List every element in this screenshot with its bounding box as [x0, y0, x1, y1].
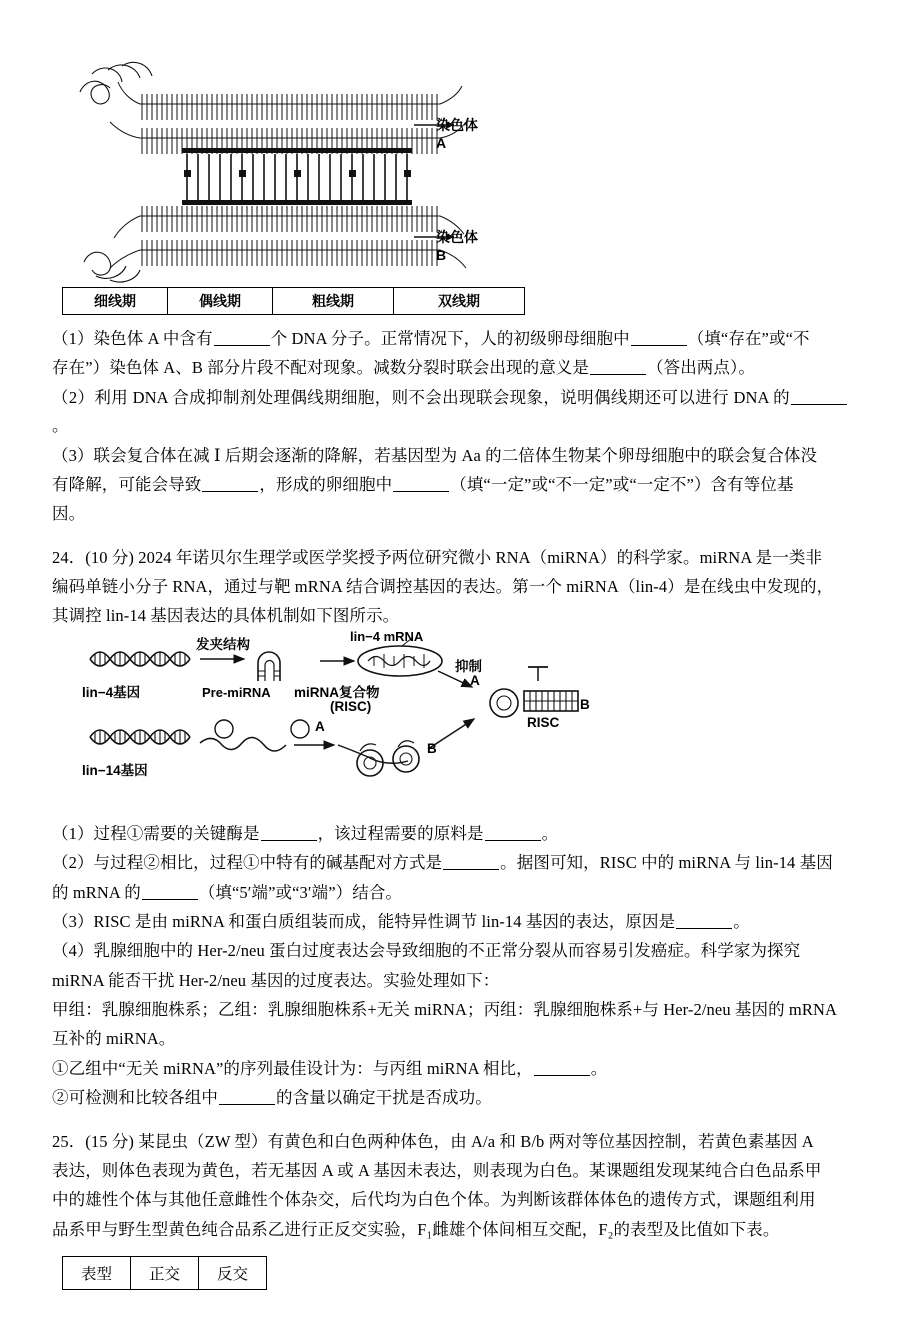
- label-chromosome-a: 染色体A: [436, 117, 478, 151]
- table-row: [63, 1257, 267, 1290]
- answer-blank[interactable]: [590, 374, 646, 375]
- q24-part1: [52, 820, 848, 848]
- q23-p1-c: （填“存在”或“不: [687, 329, 810, 348]
- q25-line1: 25．(15 分) 某昆虫（ZW 型）有黄色和白色两种体色，由 A/a 和 B/b 两对等位基因控制，若黄色素基因 A: [52, 1131, 814, 1151]
- q24-p4s2-b: 的含量以确定干扰是否成功。: [276, 1088, 492, 1108]
- answer-blank[interactable]: [393, 491, 449, 492]
- q23-p3-a: （3）联会复合体在减 Ⅰ 后期会逐渐的降解，若基因型为 Aa 的二倍体生物某个卵母细胞中的联会复合体没: [52, 445, 818, 465]
- answer-blank[interactable]: [631, 345, 687, 346]
- translation-step: [291, 720, 334, 745]
- polysome: [338, 741, 419, 776]
- q24-part4-sub2: [52, 1084, 848, 1112]
- q23-part3: [52, 442, 848, 470]
- q23-part2: [52, 384, 848, 441]
- q24-p3-a: （3）RISC 是由 miRNA 和蛋白质组装而成，能特异性调节 lin-14 基因的表达，原因是: [52, 911, 676, 931]
- label-hairpin-structure: 发夹结构: [196, 636, 250, 652]
- q23-part1-cont: [52, 354, 848, 382]
- transcription-step: [200, 720, 286, 751]
- q24-p3-b: 。: [733, 911, 750, 931]
- q23-p2-a: （2）利用 DNA 合成抑制剂处理偶线期细胞，则不会出现联会现象，说明偶线期还可以进行 DNA 的: [52, 387, 790, 407]
- stage-cell-0: 细线期: [63, 288, 168, 315]
- inhibit-arrow: [528, 667, 548, 681]
- q23-p1-e: （答出两点）。: [647, 358, 755, 378]
- table-row: [63, 288, 525, 315]
- q24-part4-line1: （4）乳腺细胞中的 Her-2/neu 蛋白过度表达会导致细胞的不正常分裂从而容易引发癌症。科学家为探究: [52, 941, 801, 961]
- q24-p4s1-b: 。: [590, 1058, 608, 1078]
- q24-part4-line3: 甲组：乳腺细胞株系；乙组：乳腺细胞株系+无关 miRNA；丙组：乳腺细胞株系+与 Her-2/neu 基因的 mRNA: [52, 1000, 837, 1019]
- meiosis-stage-table: [62, 287, 525, 315]
- q24-part4-line2: miRNA 能否干扰 Her-2/neu 基因的过度表达。实验处理如下：: [52, 970, 500, 990]
- table-header-phenotype: 表型: [63, 1257, 131, 1290]
- answer-blank[interactable]: [202, 491, 258, 492]
- label-inhibit: 抑制: [455, 658, 482, 674]
- q24-p1-b: ，该过程需要的原料是: [317, 823, 484, 843]
- q25-line3: 中的雄性个体与其他任意雌性个体杂交，后代均为白色个体。为判断该群体体色的遗传方式，课题组利用: [52, 1190, 816, 1210]
- q24-stem-line2: 编码单链小分子 RNA，通过与靶 mRNA 结合调控基因的表达。第一个 miRNA（lin-4）是在线虫中发现的，: [52, 577, 834, 596]
- gene-lin4-helix: [90, 651, 190, 666]
- pre-mirna-hairpin: [258, 652, 280, 681]
- q24-part2-cont: [52, 879, 848, 907]
- q24-p1-c: 。: [541, 823, 559, 843]
- q24-p4s1-a: ①乙组中“无关 miRNA”的序列最佳设计为：与丙组 miRNA 相比，: [52, 1058, 533, 1078]
- q25-line4: 品系甲与野生型黄色纯合品系乙进行正反交实验，F₁雌雄个体间相互交配，F₂的表型及比值如下表。: [52, 1219, 780, 1239]
- q24-p1-a: （1）过程①需要的关键酶是: [52, 823, 260, 843]
- answer-blank[interactable]: [142, 899, 198, 900]
- stage-cell-2: 粗线期: [273, 288, 394, 315]
- answer-blank[interactable]: [214, 345, 270, 346]
- label-pre-mirna: Pre-miRNA: [202, 684, 271, 700]
- q23-p3-e: 因。: [52, 504, 86, 524]
- answer-blank[interactable]: [791, 404, 847, 405]
- risc-complex-oval: [358, 646, 442, 676]
- label-mirna-complex: miRNA复合物: [294, 684, 380, 700]
- answer-blank[interactable]: [534, 1075, 590, 1076]
- phenotype-ratio-table: [62, 1256, 267, 1290]
- q23-p1-b: 个 DNA 分子。正常情况下，人的初级卵母细胞中: [270, 329, 630, 348]
- figure-mirna-mechanism: [72, 628, 632, 812]
- q24-p2-d: （填“5′端”或“3′端”）结合。: [198, 882, 403, 902]
- answer-blank[interactable]: [443, 869, 499, 870]
- q23-p1-a: （1）染色体 A 中含有: [52, 329, 213, 348]
- label-a-polysome: A: [315, 718, 325, 734]
- label-risc: RISC: [527, 714, 560, 730]
- q25-line2: 表达，则体色表现为黄色，若无基因 A 或 A 基因未表达，则表现为白色。某课题组发现某纯合白色品系甲: [52, 1160, 822, 1180]
- q24-part4-line4: 互补的 miRNA。: [52, 1029, 176, 1049]
- label-chromosome-b: 染色体B: [436, 229, 478, 263]
- q23-part3-cont: [52, 471, 848, 499]
- q24-stem-line3: 其调控 lin-14 基因表达的具体机制如下图所示。: [52, 606, 400, 626]
- stage-cell-1: 偶线期: [168, 288, 273, 315]
- label-lin14-gene: lin−14基因: [82, 762, 148, 778]
- table-header-forward-cross: 正交: [131, 1257, 199, 1290]
- gene-lin14-helix: [90, 729, 190, 744]
- q23-part1: [52, 325, 848, 353]
- q23-p3-d: （填“一定”或“不一定”或“一定不”）含有等位基: [450, 474, 794, 494]
- answer-blank[interactable]: [219, 1104, 275, 1105]
- q24-p2-a: （2）与过程②相比，过程①中特有的碱基配对方式是: [52, 853, 443, 873]
- risc-bound-mrna: [490, 689, 578, 717]
- q24-p4s2-a: ②可检测和比较各组中: [52, 1088, 218, 1108]
- answer-blank[interactable]: [485, 840, 541, 841]
- label-risc-paren: (RISC): [330, 698, 372, 714]
- stage-cell-3: 双线期: [394, 288, 525, 315]
- answer-blank[interactable]: [676, 928, 732, 929]
- q23-p3-c: ，形成的卵细胞中: [259, 474, 393, 494]
- answer-blank[interactable]: [261, 840, 317, 841]
- label-a-bound: A: [470, 672, 480, 688]
- q23-p1-d: 存在”）染色体 A、B 部分片段不配对现象。减数分裂时联会出现的意义是: [52, 358, 589, 378]
- q23-part3-end: [52, 500, 848, 528]
- label-lin4-gene: lin−4基因: [82, 684, 141, 700]
- q23-p3-b: 有降解，可能会导致: [52, 474, 202, 494]
- label-lin4-mrna: lin−4 mRNA: [350, 628, 424, 644]
- figure-chromosome-synapsis: [62, 30, 482, 285]
- label-b-polysome: B: [427, 740, 437, 756]
- q24-part3: [52, 908, 848, 936]
- q24-stem-line1: 24．(10 分) 2024 年诺贝尔生理学或医学奖授予两位研究微小 RNA（miRNA）的科学家。miRNA 是一类非: [52, 547, 823, 567]
- q24-p2-c: 的 mRNA 的: [52, 882, 141, 902]
- label-b-bound: B: [580, 696, 590, 712]
- q24-part4-sub1: [52, 1055, 848, 1083]
- q24-part2: [52, 849, 848, 877]
- q23-p2-b: 。: [52, 416, 69, 436]
- table-header-reciprocal-cross: 反交: [199, 1257, 267, 1290]
- q24-p2-b: 。据图可知，RISC 中的 miRNA 与 lin-14 基因: [500, 853, 833, 873]
